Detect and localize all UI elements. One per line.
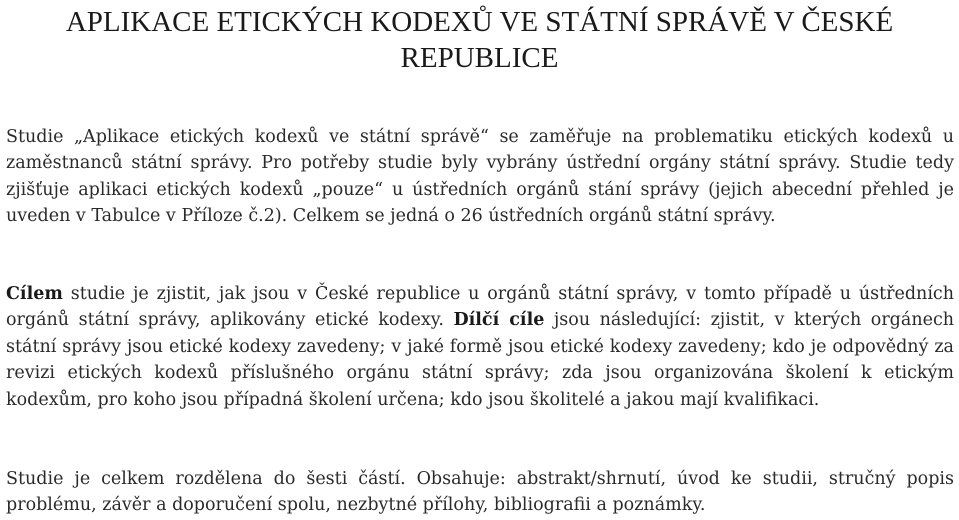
title-line-2: REPUBLICE xyxy=(400,42,559,74)
title-line-1: APLIKACE ETICKÝCH KODEXŮ VE STÁTNÍ SPRÁVĚ V ČESKÉ xyxy=(65,6,894,38)
goal-text: studie je zjistit, jak jsou v České republice u orgánů státní správy, v tomto případě u ústředních orgánů státní správy, aplikovány etické kodexy. xyxy=(6,284,954,331)
document-title xyxy=(0,4,959,76)
sub-goals-term: Dílčí cíle xyxy=(453,310,545,331)
goal-term: Cílem xyxy=(6,284,63,304)
sub-goals-text: jsou následující: zjistit, v kterých orgánech státní správy jsou etické kodexy zavedeny; v jaké formě jsou etické kodexy zavedeny; kdo je odpovědný za revizi etických kodexů příslušného orgánu státní správy; zda jsou organizována školení k etickým kodexům, pro koho jsou případná školení určena; kdo jsou školitelé a jakou mají kvalifikaci. xyxy=(6,310,955,410)
goals-paragraph xyxy=(6,281,954,413)
intro-paragraph: Studie „Aplikace etických kodexů ve státní správě“ se zaměřuje na problematiku etických kodexů u zaměstnanců státní správy. Pro potřeby studie byly vybrány ústřední orgány státní správy. Studie tedy zjišťuje aplikaci etických kodexů „pouze“ u ústředních orgánů stání správy (jejich abecední přehled je uveden v Tabulce v Příloze č.2). Celkem se jedná o 26 ústředních orgánů státní správy. xyxy=(6,127,954,227)
structure-paragraph: Studie je celkem rozdělena do šesti částí. Obsahuje: abstrakt/shrnutí, úvod ke studii, stručný popis problému, závěr a doporučení spolu, nezbytné přílohy, bibliografii a poznámky. xyxy=(6,469,954,516)
